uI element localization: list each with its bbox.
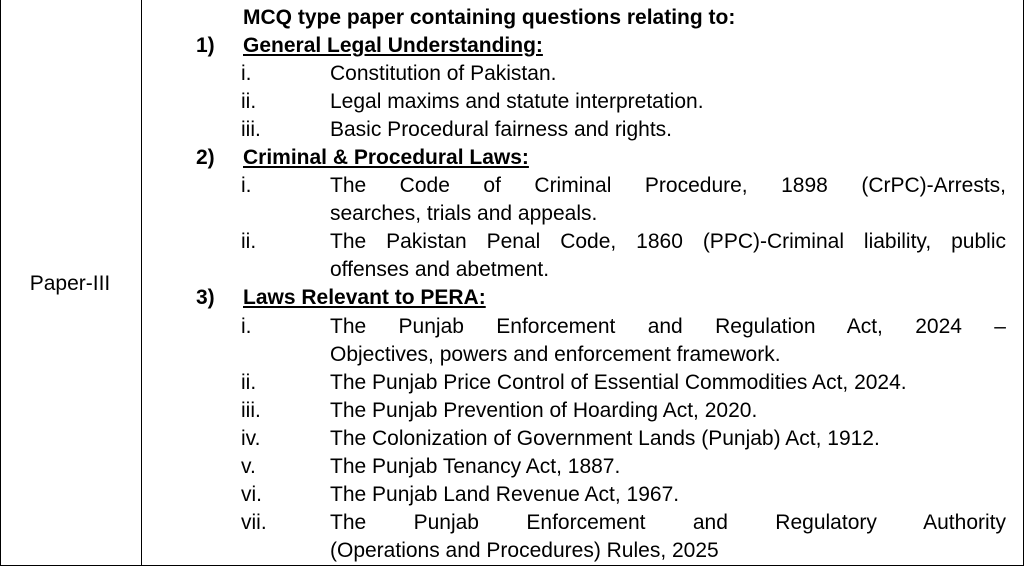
item-numeral: ii. bbox=[241, 371, 257, 394]
item-text-continued: offenses and abetment. bbox=[330, 258, 550, 281]
section-number: 1) bbox=[196, 34, 215, 57]
item-text: The Punjab Price Control of Essential Commodities Act, 2024. bbox=[330, 371, 907, 394]
item-text: The Punjab Prevention of Hoarding Act, 2020. bbox=[330, 399, 758, 422]
item-text: Legal maxims and statute interpretation. bbox=[330, 90, 704, 113]
item-text-continued: Objectives, powers and enforcement framework. bbox=[330, 343, 781, 366]
item-numeral: ii. bbox=[241, 230, 257, 253]
item-text-continued: searches, trials and appeals. bbox=[330, 202, 598, 225]
section-number: 3) bbox=[196, 286, 215, 309]
item-numeral: v. bbox=[241, 455, 256, 478]
column-divider bbox=[141, 0, 142, 565]
item-text: The Code of Criminal Procedure, 1898 (CrPC)-Arrests, bbox=[330, 174, 1006, 197]
intro-heading: MCQ type paper containing questions relating to: bbox=[243, 6, 736, 29]
section-title: General Legal Understanding: bbox=[243, 34, 543, 57]
item-numeral: i. bbox=[241, 174, 252, 197]
section-title: Laws Relevant to PERA: bbox=[243, 286, 486, 309]
item-text: Constitution of Pakistan. bbox=[330, 62, 557, 85]
item-numeral: iii. bbox=[241, 399, 261, 422]
section-title: Criminal & Procedural Laws: bbox=[243, 146, 529, 169]
item-text: The Punjab Enforcement and Regulation Act, 2024 – bbox=[330, 315, 1006, 338]
item-numeral: iv. bbox=[241, 427, 261, 450]
item-text: The Punjab Tenancy Act, 1887. bbox=[330, 455, 621, 478]
item-text: The Punjab Enforcement and Regulatory Authority bbox=[330, 511, 1006, 534]
section-number: 2) bbox=[196, 146, 215, 169]
item-text: The Pakistan Penal Code, 1860 (PPC)-Criminal liability, public bbox=[330, 230, 1006, 253]
item-numeral: vi. bbox=[241, 483, 262, 506]
item-text: Basic Procedural fairness and rights. bbox=[330, 118, 672, 141]
item-numeral: i. bbox=[241, 315, 252, 338]
paper-label: Paper-III bbox=[29, 272, 111, 295]
item-text: The Punjab Land Revenue Act, 1967. bbox=[330, 483, 680, 506]
item-numeral: ii. bbox=[241, 90, 257, 113]
item-numeral: vii. bbox=[241, 511, 267, 534]
item-text-continued: (Operations and Procedures) Rules, 2025 bbox=[330, 539, 719, 562]
item-text: The Colonization of Government Lands (Punjab) Act, 1912. bbox=[330, 427, 880, 450]
item-numeral: i. bbox=[241, 62, 252, 85]
item-numeral: iii. bbox=[241, 118, 261, 141]
